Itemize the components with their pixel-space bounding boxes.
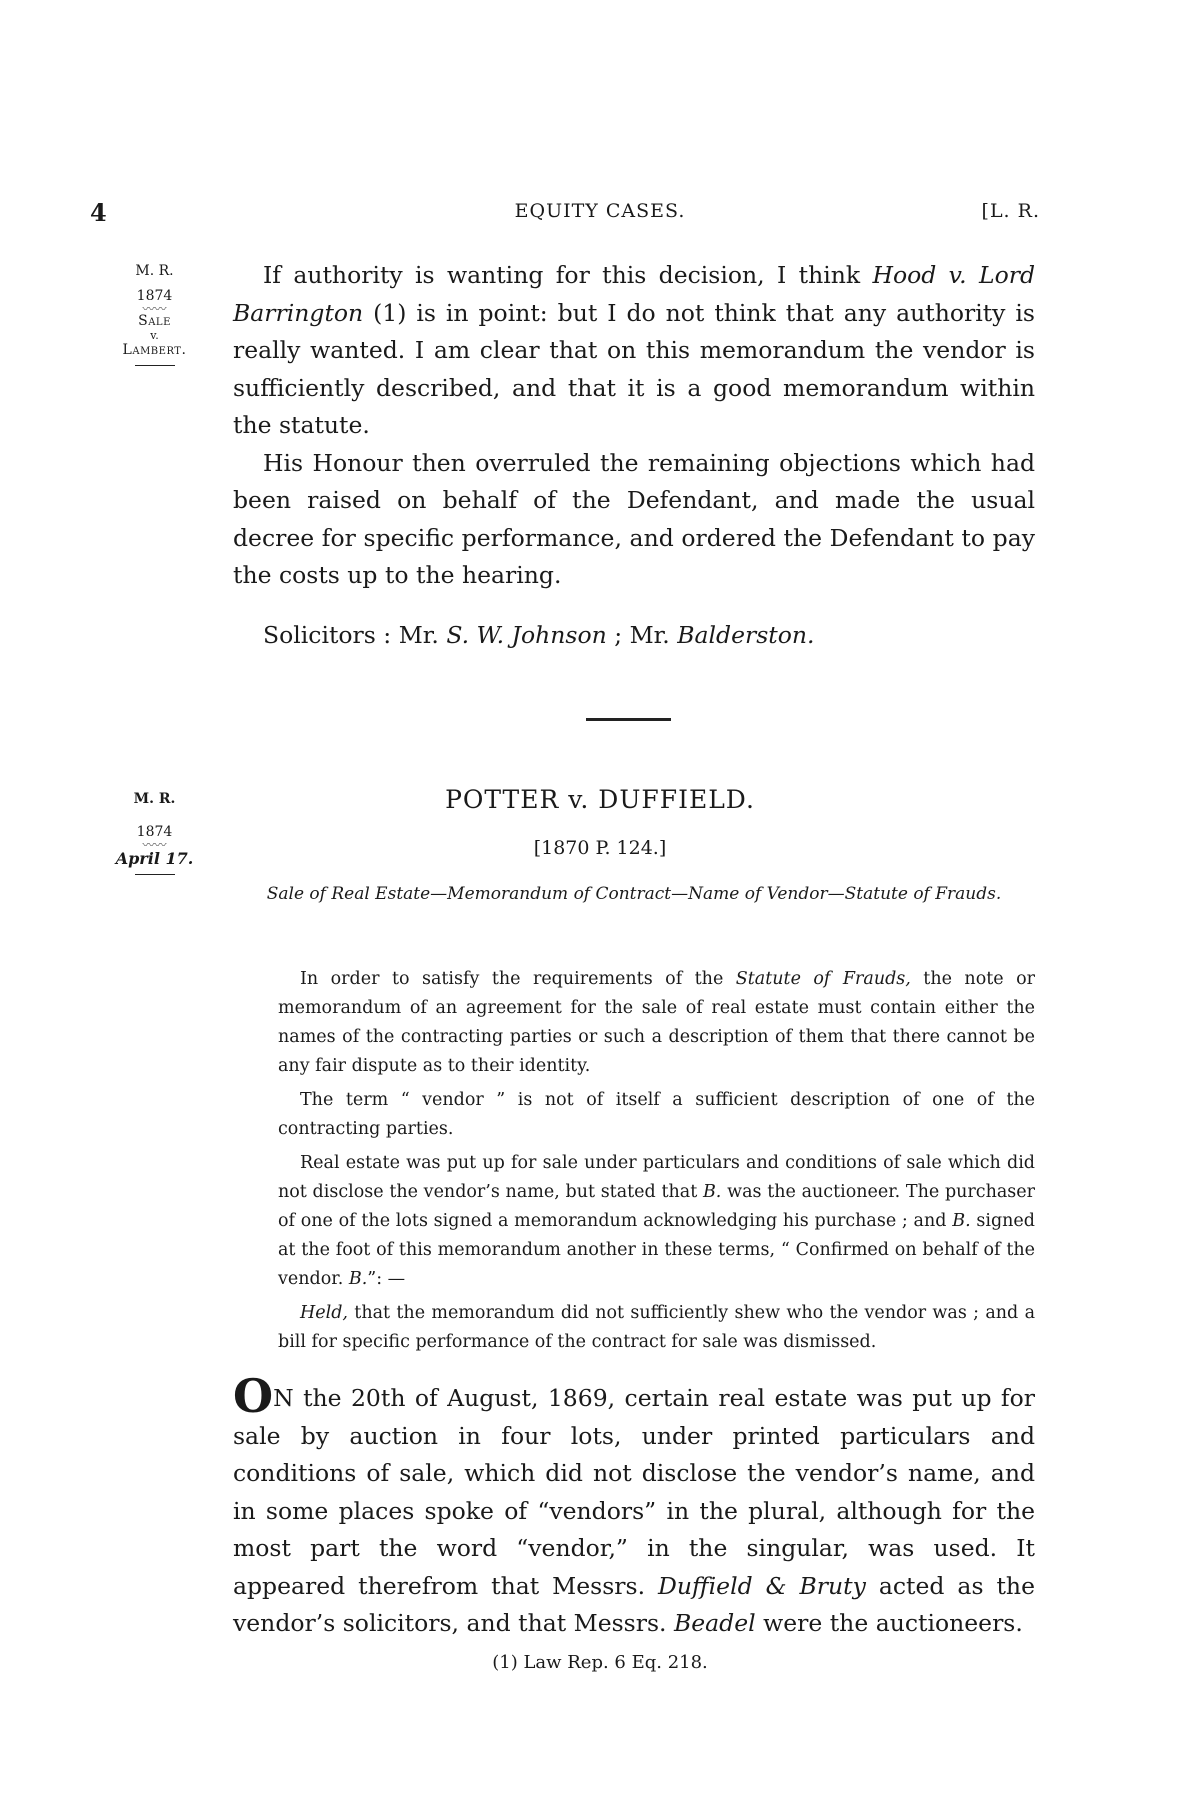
headnotes bbox=[278, 965, 1035, 1362]
statute-name: Statute of Frauds, bbox=[735, 969, 911, 989]
section-sale-v-lambert bbox=[233, 257, 1035, 654]
text-run: signed at the foot of this memorandum another in these terms, “ Confirmed on behalf of the vendor. bbox=[278, 1211, 1035, 1289]
margin-rule bbox=[135, 874, 175, 875]
text-run: acted as the vendor’s solicitors, and that Messrs. bbox=[233, 1571, 1035, 1637]
margin-party1: Sale bbox=[138, 312, 171, 329]
margin-versus: v. bbox=[150, 328, 159, 342]
solicitor-name: Balderston. bbox=[677, 620, 815, 649]
party-initial: B. bbox=[348, 1269, 368, 1289]
text-run: were the auctioneers. bbox=[755, 1609, 1023, 1637]
text-run: Solicitors : Mr. bbox=[263, 620, 447, 649]
text-run: In order to satisfy the requirements of the bbox=[300, 969, 736, 989]
text-run: (1) is in point: but I do not think that any authority is really wanted. I am clear that on this memorandum the vendor is sufficiently described, and that it is a good memorandum within the statute. bbox=[233, 298, 1035, 439]
section-divider-rule bbox=[586, 718, 671, 721]
headnote-3 bbox=[278, 1149, 1035, 1294]
paragraph-facts bbox=[233, 1369, 1035, 1643]
text-run: The term “ vendor ” is not of itself a sufficient description of one of the contracting parties. bbox=[278, 1090, 1035, 1139]
margin-court: M. R. bbox=[135, 263, 174, 279]
margin-wave-divider: 〰〰 bbox=[142, 837, 167, 852]
margin-year: 1874 bbox=[136, 823, 173, 840]
case-name-hood: Hood v. Lord Barrington bbox=[233, 261, 1036, 327]
margin-court: M. R. bbox=[133, 791, 176, 807]
case-citation: [1870 P. 124.] bbox=[533, 837, 667, 859]
page-number: 4 bbox=[90, 198, 107, 227]
drop-cap: O bbox=[233, 1369, 274, 1423]
headnote-1 bbox=[278, 965, 1035, 1081]
margin-party2: Lambert. bbox=[122, 341, 187, 358]
held-label: Held, bbox=[300, 1303, 348, 1323]
margin-note-sale-v-lambert bbox=[102, 262, 207, 366]
headnote-4 bbox=[278, 1299, 1035, 1357]
text-run: Real estate was put up for sale under particulars and conditions of sale which did not disclose the vendor’s name, but stated that bbox=[278, 1153, 1035, 1202]
text-run: His Honour then overruled the remaining objections which had been raised on behalf of the Defendant, and made the usual decree for specific performance, and ordered the Defendant to pay the costs up to the hearing. bbox=[233, 448, 1035, 589]
margin-wave-divider: 〰〰 bbox=[142, 301, 167, 316]
series-label: [L. R. bbox=[981, 200, 1040, 222]
text-run: If authority is wanting for this decision, I think bbox=[263, 261, 873, 289]
text-run: ”: — bbox=[367, 1269, 406, 1289]
case-title: POTTER v. DUFFIELD. bbox=[445, 785, 755, 814]
solicitors-line bbox=[233, 617, 1035, 655]
firm-name: Duffield & Bruty bbox=[658, 1571, 866, 1600]
headnote-2 bbox=[278, 1086, 1035, 1144]
solicitor-name: S. W. Johnson bbox=[446, 620, 607, 649]
firm-name: Beadel bbox=[673, 1609, 756, 1637]
margin-date: April 17. bbox=[115, 848, 194, 868]
running-title: EQUITY CASES. bbox=[514, 200, 686, 222]
text-run: N the 20th of August, 1869, certain real estate was put up for sale by auction in four lots, under printed particulars and conditions of sale, which did not disclose the vendor’s name, and in some places spoke of “vendors” in the plural, although for the most part the word “vendor,” in the singular, was used. It appeared therefrom that Messrs. bbox=[233, 1384, 1035, 1600]
margin-year: 1874 bbox=[136, 287, 173, 304]
case-subject: Sale of Real Estate—Memorandum of Contract—Name of Vendor—Statute of Frauds. bbox=[266, 884, 1002, 904]
text-run: ; Mr. bbox=[606, 620, 678, 649]
text-run: that the memorandum did not sufficiently shew who the vendor was ; and a bill for specific performance of the contract for sale was dismissed. bbox=[278, 1303, 1035, 1352]
judgment-body bbox=[233, 1369, 1035, 1643]
party-initial: B. bbox=[702, 1182, 722, 1202]
footnote: (1) Law Rep. 6 Eq. 218. bbox=[492, 1652, 708, 1673]
margin-rule bbox=[135, 365, 175, 366]
party-initial: B. bbox=[952, 1211, 971, 1231]
paragraph-decree bbox=[233, 445, 1035, 595]
paragraph-authority bbox=[233, 257, 1035, 445]
text-run: the note or memorandum of an agreement for the sale of real estate must contain either the names of the contracting parties or such a description of them that there cannot be any fair dispute as to their identity. bbox=[278, 969, 1035, 1076]
text-run: was the auctioneer. The purchaser of one of the lots signed a memorandum acknowledging his purchase ; and bbox=[278, 1182, 1035, 1231]
